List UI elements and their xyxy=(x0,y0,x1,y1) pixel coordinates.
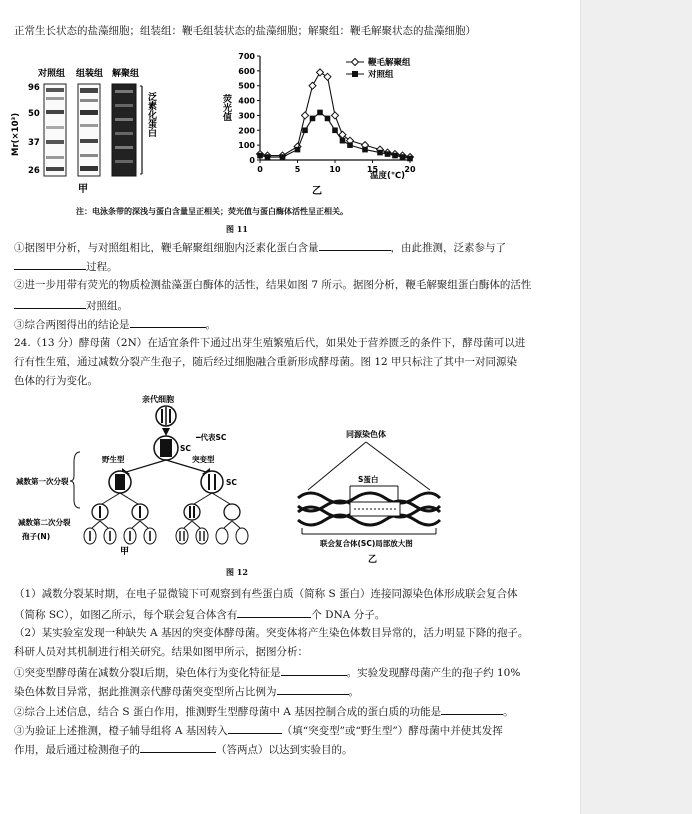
answer-blank[interactable] xyxy=(277,683,349,695)
b1c-text-b: 。 xyxy=(348,686,359,698)
q1-text-a: ①据图甲分析，与对照组相比，鞭毛解聚组细胞内泛素化蛋白含量 xyxy=(14,242,319,254)
chart-point xyxy=(295,147,301,153)
chart-y-tick-label: 100 xyxy=(238,141,255,151)
chart-legend-label: 鞭毛解聚组 xyxy=(368,58,411,68)
s-protein-label: S蛋白 xyxy=(358,475,379,484)
answer-blank[interactable] xyxy=(319,239,391,251)
chart-point xyxy=(362,147,368,153)
sc-label: SC xyxy=(180,444,191,453)
chart-point xyxy=(280,154,286,160)
chart-panel-label: 乙 xyxy=(312,186,322,197)
gel-panel-label: 甲 xyxy=(78,184,88,195)
a1-line-2 xyxy=(14,606,385,622)
q1-line xyxy=(14,239,506,255)
b3-text-b: （填“突变型”或“野生型”）酵母菌中并使其发挥 xyxy=(281,725,503,737)
chart-xlabel: 温度(℃) xyxy=(370,171,406,181)
chart-y-tick-label: 600 xyxy=(238,66,255,76)
figure-12-jia-label: 甲 xyxy=(120,547,130,557)
gel-lane-disassembly xyxy=(112,84,136,176)
problem-24-line-2: 行有性生殖，通过减数分裂产生孢子，随后经过细胞融合重新形成酵母菌。图 12 甲只标注了其中一对同源染 xyxy=(14,356,518,368)
chart-y-tick-label: 200 xyxy=(238,126,255,136)
chart-point xyxy=(257,153,263,159)
chart-point xyxy=(317,110,323,116)
b3-text-a: ③为验证上述推测，橙子辅导组将 A 基因转入 xyxy=(14,725,228,737)
meiosis-1-label: 减数第一次分裂 xyxy=(16,477,69,486)
b3-line-1 xyxy=(14,722,503,738)
q2-line-2 xyxy=(14,297,128,313)
q2-text-b: 对照组。 xyxy=(86,300,128,312)
b1-text-a: ①突变型酵母菌在减数分裂Ⅰ后期，染色体行为变化特征是 xyxy=(14,667,281,679)
b3c-text-b: （答两点）以达到实验目的。 xyxy=(216,744,353,756)
b3-line-2 xyxy=(14,741,353,757)
gel-lane-control xyxy=(44,84,66,176)
chart-point xyxy=(265,154,271,160)
gel-lane-assembly xyxy=(78,84,100,176)
chart-y-tick-label: 700 xyxy=(238,52,255,61)
q3-text-b: 。 xyxy=(205,319,216,331)
mutant-cell xyxy=(201,471,223,493)
problem-24-line-3: 色体的行为变化。 xyxy=(14,375,98,387)
gel-group-label: 对照组 xyxy=(38,69,66,79)
answer-blank[interactable] xyxy=(130,316,206,328)
problem-24-line-1: 24.（13 分）酵母菌（2N）在适宜条件下通过出芽生殖繁殖后代，如果处于营养匮乏的条件下，酵母菌可以进 xyxy=(14,337,526,349)
answer-blank[interactable] xyxy=(237,606,311,618)
q3-line xyxy=(14,316,216,332)
meiosis-2-label: 减数第二次分裂 xyxy=(18,518,71,527)
figure-12-caption: 图 12 xyxy=(226,567,248,577)
mw-tick-label: 96 xyxy=(28,83,40,93)
chart-y-tick-label: 400 xyxy=(238,96,255,106)
chart-point xyxy=(325,116,331,122)
mw-tick-label: 50 xyxy=(28,109,40,119)
figure-11-caption: 图 11 xyxy=(226,224,248,234)
chart-legend-marker xyxy=(352,59,359,66)
chart-point xyxy=(347,142,353,148)
chart-y-tick-label: 300 xyxy=(238,111,255,121)
sc-label: SC xyxy=(226,478,237,487)
figure-12-meiosis-diagram xyxy=(16,392,266,562)
parent-cell-label: 亲代细胞 xyxy=(142,395,174,404)
chart-y-tick-label: 500 xyxy=(238,81,255,91)
chart-point xyxy=(332,112,339,119)
chart-legend-label: 对照组 xyxy=(368,70,394,80)
q1-line-2 xyxy=(14,258,118,274)
chart-point xyxy=(332,127,338,133)
figure-11-line-chart xyxy=(218,44,448,204)
chromatin-strands xyxy=(298,493,440,525)
chart-point xyxy=(309,82,316,89)
chart-x-tick-label: 15 xyxy=(366,165,379,174)
chart-point xyxy=(377,150,383,156)
gel-side-label: 泛素化蛋白 xyxy=(146,92,156,137)
b1-line-1 xyxy=(14,664,520,680)
mutant-type-label: 突变型 xyxy=(192,455,215,464)
intro-line: 正常生长状态的盐藻细胞；组装组：鞭毛组装状态的盐藻细胞；解聚组：鞭毛解聚状态的盐藻细胞） xyxy=(14,25,476,37)
chart-point xyxy=(407,156,413,162)
chart-x-tick-label: 5 xyxy=(294,165,301,174)
gel-group-label: 解聚组 xyxy=(112,69,140,79)
a2-line-1: （2）某实验室发现一种缺失 A 基因的突变体酵母菌。突变体将产生染色体数目异常的，活力明显下降的孢子。 xyxy=(14,627,529,639)
answer-blank[interactable] xyxy=(281,664,347,676)
wild-type-label: 野生型 xyxy=(102,455,125,464)
q1-text-c: 过程。 xyxy=(86,261,118,273)
mw-tick-label: 26 xyxy=(28,166,40,176)
a1-text-a: （简称 SC），如图乙所示，每个联会复合体含有 xyxy=(14,609,238,621)
answer-blank[interactable] xyxy=(14,297,86,309)
sc-legend: ━代表SC xyxy=(196,433,227,442)
b2-text-a: ②综合上述信息，结合 S 蛋白作用，推测野生型酵母菌中 A 基因控制合成的蛋白质的功能是 xyxy=(14,706,442,718)
answer-blank[interactable] xyxy=(441,703,503,715)
b1-line-2 xyxy=(14,683,359,699)
a1-text-b: 个 DNA 分子。 xyxy=(311,609,386,621)
figure-11-note: 注：电泳条带的深浅与蛋白含量呈正相关；荧光值与蛋白酶体活性呈正相关。 xyxy=(76,206,348,216)
b2-line xyxy=(14,703,514,719)
chart-point xyxy=(340,138,346,144)
answer-blank[interactable] xyxy=(140,741,216,753)
chart-x-tick-label: 10 xyxy=(329,165,341,174)
chart-point xyxy=(324,73,331,80)
spore-cells xyxy=(84,528,248,544)
mw-axis-label: Mr(×10³) xyxy=(11,112,21,156)
answer-blank[interactable] xyxy=(228,722,282,734)
chart-point xyxy=(385,151,391,157)
sc-zoom-label: 联会复合体(SC)局部放大图 xyxy=(320,539,413,548)
a2-line-2: 科研人员对其机制进行相关研究。结果如图甲所示，据图分析： xyxy=(14,646,308,658)
right-sidebar-panel xyxy=(580,0,692,814)
answer-blank[interactable] xyxy=(14,258,86,270)
chart-point xyxy=(400,154,406,160)
b2-text-b: 。 xyxy=(503,706,514,718)
chart-point xyxy=(317,69,324,76)
mw-tick-label: 37 xyxy=(28,138,40,148)
b3c-text-a: 作用，最后通过检测孢子的 xyxy=(14,744,140,756)
chart-point xyxy=(392,153,398,159)
q1-text-b: ，由此推测，泛素参与了 xyxy=(390,242,506,254)
b1c-text-a: 染色体数目异常，据此推测亲代酵母菌突变型所占比例为 xyxy=(14,686,277,698)
q3-text-a: ③综合两图得出的结论是 xyxy=(14,319,130,331)
a1-line-1: （1）减数分裂某时期，在电子显微镜下可观察到有些蛋白质（简称 S 蛋白）连接同源染色体形成联会复合体 xyxy=(14,588,518,600)
spore-label: 孢子(N) xyxy=(22,532,51,541)
chart-y-tick-label: 0 xyxy=(249,156,255,165)
chart-x-tick-label: 20 xyxy=(404,165,416,174)
homolog-label: 同源染色体 xyxy=(346,430,386,439)
figure-12-yi-label: 乙 xyxy=(368,555,378,565)
figure-12-sc-diagram xyxy=(290,420,450,568)
chart-point xyxy=(302,127,308,133)
chart-point xyxy=(302,112,309,119)
figure-11-gel xyxy=(8,66,178,196)
chart-x-tick-label: 0 xyxy=(257,165,263,174)
gel-group-label: 组装组 xyxy=(76,69,104,79)
q2-line-1: ②进一步用带有荧光的物质检测盐藻蛋白酶体的活性，结果如图 7 所示。据图分析，鞭毛解聚组蛋白酶体的活性 xyxy=(14,279,532,291)
chart-point xyxy=(310,116,316,122)
chart-ylabel: 荧光值 xyxy=(221,94,231,121)
b1-text-b: 。实验发现酵母菌产生的孢子约 10% xyxy=(346,667,521,679)
chart-legend-marker xyxy=(352,71,358,77)
